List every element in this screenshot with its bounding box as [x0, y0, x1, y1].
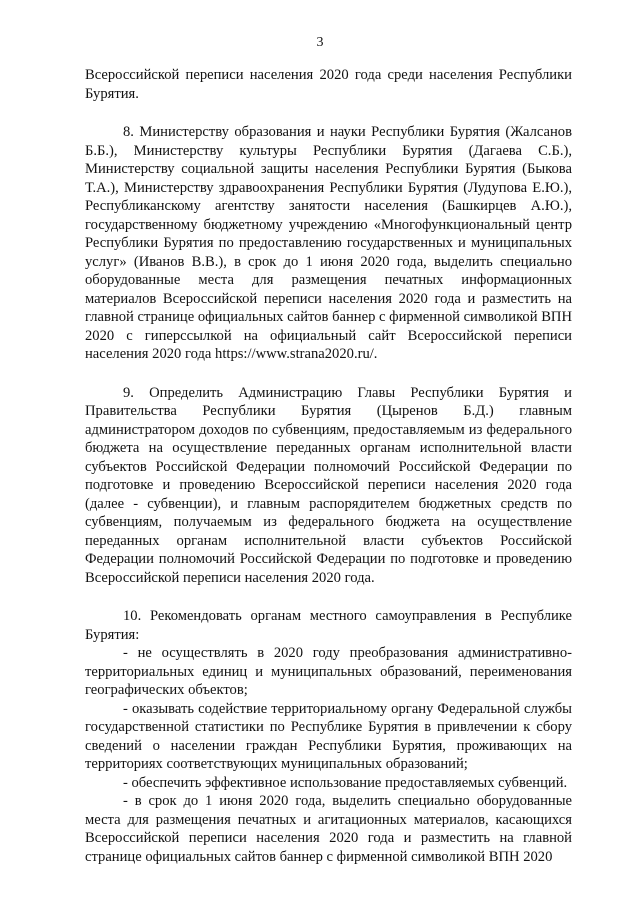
paragraph-gap	[85, 364, 572, 384]
paragraph-continuation: Всероссийской переписи населения 2020 года среди населения Республики Бурятия.	[85, 67, 572, 102]
paragraph-item-8: 8. Министерству образования и науки Республики Бурятия (Жалсанов Б.Б.), Министерству культуры Республики Бурятия (Дагаева С.Б.), Министерству социальной защиты населения Республики Бурятия (Быкова Т.А.), Министерству здравоохранения Республики Бурятия (Лудупова Е.Ю.), Республиканскому агентству занятости населения (Башкирцев А.Ю.), государственному бюджетному учреждению «Многофункциональный центр Республики Бурятия по предоставлению государственных и муниципальных услуг» (Иванов В.В.), в срок до 1 июня 2020 года, выделить специально оборудованные места для размещения печатных информационных материалов Всероссийской переписи населения 2020 года и разместить на главной странице официальных сайтов баннер с фирменной символикой ВПН 2020 с гиперссылкой на официальный сайт Всероссийской переписи населения 2020 года https://www.strana2020.ru/.	[85, 124, 573, 362]
paragraph-gap	[85, 587, 572, 607]
list-item-banner-placement: - в срок до 1 июня 2020 года, выделить специально оборудованные места для размещения печатных и агитационных материалов, касающихся Всероссийской переписи населения 2020 года и разместить на главной странице официальных сайтов баннер с фирменной символикой ВПН 2020	[85, 793, 572, 865]
paragraph-item-9: 9. Определить Администрацию Главы Республики Бурятия и Правительства Республики Бурятия (Цыренов Б.Д.) главным администратором доходов по субвенциям, предоставляемым из федерального бюджета на осуществление переданных органам исполнительной власти субъектов Российской Федерации полномочий Российской Федерации по подготовке и проведению Всероссийской переписи населения 2020 года (далее - субвенции), и главным распорядителем бюджетных средств по субвенциям, получаемым из федерального бюджета на осуществление переданных органам исполнительной власти субъектов Российской Федерации полномочий Российской Федерации по подготовке и проведению Всероссийской переписи населения 2020 года.	[85, 384, 572, 586]
paragraph-item-10: 10. Рекомендовать органам местного самоуправления в Республике Бурятия:	[85, 608, 572, 643]
paragraph-gap	[85, 103, 572, 123]
page-number: 3	[316, 35, 324, 50]
list-item-no-transformations: - не осуществлять в 2020 году преобразования административно-территориальных единиц и муниципальных образований, переименования географических объектов;	[85, 645, 572, 698]
list-item-use-subventions: - обеспечить эффективное использование предоставляемых субвенций.	[123, 774, 568, 791]
list-item-assist-statistics: - оказывать содействие территориальному органу Федеральной службы государственной статистики по Республике Бурятия в привлечении к сбору сведений о населении граждан Республики Бурятия, проживающих на территориях соответствующих муниципальных образований;	[85, 700, 572, 772]
document-body	[85, 66, 572, 866]
